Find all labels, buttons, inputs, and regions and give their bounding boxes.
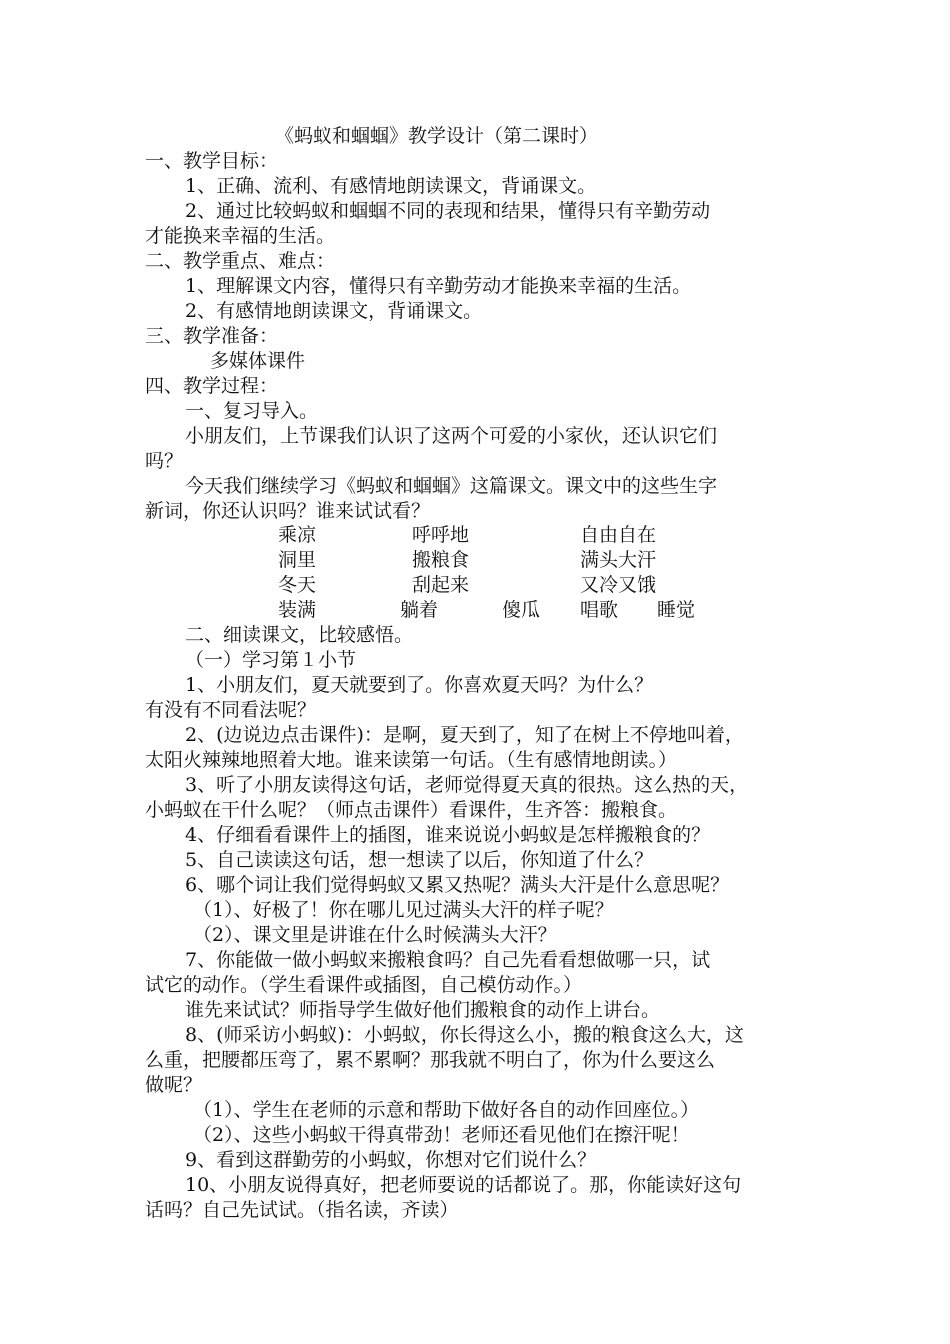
- text-line: （1）、学生在老师的示意和帮助下做好各自的动作回座位。）: [193, 1099, 700, 1121]
- section-heading-process: 四、教学过程：: [145, 375, 279, 397]
- text-line: 6、哪个词让我们觉得蚂蚁又累又热呢？满头大汗是什么意思呢？: [185, 874, 730, 896]
- text-line: 3、听了小朋友读得这句话，老师觉得夏天真的很热。这么热的天，: [185, 774, 749, 796]
- vocab-word: 乘凉: [278, 524, 317, 546]
- document-title: 《蚂蚁和蝈蝈》教学设计（第二课时）: [275, 125, 599, 147]
- text-line: 谁先来试试？师指导学生做好他们搬粮食的动作上讲台。: [185, 999, 661, 1021]
- vocab-word: 自由自在: [580, 524, 657, 546]
- vocab-word: 躺着: [400, 599, 439, 621]
- vocab-word: 唱歌: [580, 599, 619, 621]
- vocab-word: 装满: [278, 599, 317, 621]
- text-line: 话吗？自己先试试。（指名读，齐读）: [145, 1199, 459, 1221]
- text-line: 2、(边说边点击课件)：是啊，夏天到了，知了在树上不停地叫着，: [185, 724, 744, 746]
- text-line: 试它的动作。（学生看课件或插图，自己模仿动作。）: [145, 974, 583, 996]
- section-heading-preparation: 三、教学准备：: [145, 325, 279, 347]
- text-line: 4、仔细看看课件上的插图，谁来说说小蚂蚁是怎样搬粮食的？: [185, 824, 711, 846]
- text-line: 么重，把腰都压弯了，累不累啊？那我就不明白了，你为什么要这么: [145, 1049, 716, 1071]
- section-heading-objectives: 一、教学目标：: [145, 150, 279, 172]
- vocab-word: 傻瓜: [502, 599, 541, 621]
- text-line: 吗？: [145, 450, 184, 472]
- text-line: 9、看到这群勤劳的小蚂蚁，你想对它们说什么？: [185, 1149, 597, 1171]
- text-line: 5、自己读读这句话，想一想读了以后，你知道了什么？: [185, 849, 654, 871]
- text-line: 2、通过比较蚂蚁和蝈蝈不同的表现和结果，懂得只有辛勤劳动: [185, 200, 711, 222]
- vocab-word: 睡觉: [657, 599, 696, 621]
- vocab-word: 冬天: [278, 574, 317, 596]
- text-line: 7、你能做一做小蚂蚁来搬粮食吗？自己先看看想做哪一只，试: [185, 949, 711, 971]
- vocab-word: 又冷又饿: [580, 574, 657, 596]
- text-line: 多媒体课件: [210, 350, 306, 372]
- text-line: 1、理解课文内容，懂得只有辛勤劳动才能换来幸福的生活。: [185, 275, 692, 297]
- vocab-word: 刮起来: [412, 574, 470, 596]
- text-line: 2、有感情地朗读课文，背诵课文。: [185, 300, 483, 322]
- text-line: 太阳火辣辣地照着大地。谁来读第一句话。（生有感情地朗读。）: [145, 749, 678, 771]
- vocab-word: 呼呼地: [412, 524, 470, 546]
- vocab-word: 洞里: [278, 549, 317, 571]
- vocab-word: 满头大汗: [580, 549, 657, 571]
- text-line: 有没有不同看法呢？: [145, 699, 317, 721]
- text-line: 1、正确、流利、有感情地朗读课文，背诵课文。: [185, 175, 597, 197]
- text-line: 才能换来幸福的生活。: [145, 225, 336, 247]
- text-line: 小蚂蚁在干什么呢？（师点击课件）看课件，生齐答：搬粮食。: [145, 799, 678, 821]
- text-line: （2）、这些小蚂蚁干得真带劲！老师还看见他们在擦汗呢！: [193, 1124, 690, 1146]
- text-line: 1、小朋友们，夏天就要到了。你喜欢夏天吗？为什么？: [185, 674, 654, 696]
- text-line: 小朋友们，上节课我们认识了这两个可爱的小家伙，还认识它们: [185, 425, 718, 447]
- text-line: 10、小朋友说得真好，把老师要说的话都说了。那，你能读好这句: [185, 1174, 742, 1196]
- text-line: 8、(师采访小蚂蚁)：小蚂蚁，你长得这么小，搬的粮食这么大，这: [185, 1024, 744, 1046]
- text-line: （1）、好极了！你在哪儿见过满头大汗的样子呢？: [193, 899, 614, 921]
- section-heading-key-points: 二、教学重点、难点：: [145, 250, 336, 272]
- text-line: 一、复习导入。: [185, 400, 319, 422]
- text-line: （一）学习第１小节: [185, 649, 357, 671]
- vocab-word: 搬粮食: [412, 549, 470, 571]
- text-line: 做呢？: [145, 1074, 203, 1096]
- text-line: 新词，你还认识吗？谁来试试看？: [145, 500, 431, 522]
- text-line: 二、细读课文，比较感悟。: [185, 624, 414, 646]
- text-line: 今天我们继续学习《蚂蚁和蝈蝈》这篇课文。课文中的这些生字: [185, 475, 718, 497]
- text-line: （2）、课文里是讲谁在什么时候满头大汗？: [193, 924, 557, 946]
